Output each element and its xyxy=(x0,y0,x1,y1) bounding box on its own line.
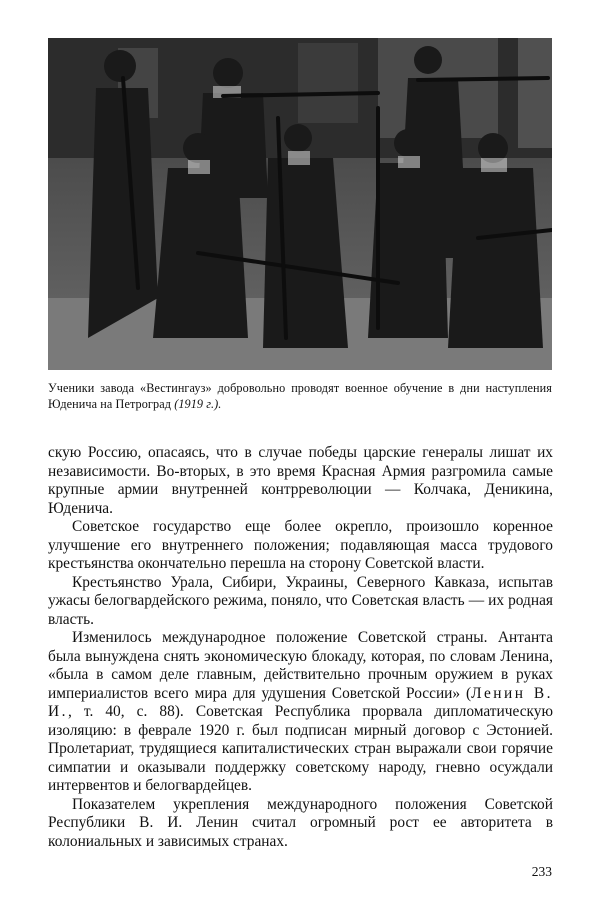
paragraph-4 xyxy=(48,629,553,796)
photograph-icon xyxy=(48,38,552,370)
photo-caption xyxy=(48,380,552,412)
body-text xyxy=(48,444,553,851)
paragraph-1: скую Россию, опасаясь, что в случае победы царские генералы лишат их независимости. Во-вторых, в это время Красная Армия разгромила самые крупные армии внутренней контрреволюции — Колчака, Деникина, Юденича. xyxy=(48,444,553,517)
paragraph-4-part-a: Изменилось международное положение Советской страны. Антанта была вынуждена снять экономическую блокаду, которая, по словам Ленина, «была в самом деле главным, действительно прочным оружием в руках империалистов всего мира для удушения Советской России» ( xyxy=(48,629,553,702)
paragraph-3: Крестьянство Урала, Сибири, Украины, Северного Кавказа, испытав ужасы белогвардейского режима, поняло, что Советская власть — их родная власть. xyxy=(48,573,553,628)
caption-text: Ученики завода «Вестингауз» добровольно проводят военное обучение в дни наступления Юденича на Петроград xyxy=(48,381,552,411)
paragraph-2: Советское государство еще более окрепло, произошло коренное улучшение его внутреннего положения; подавляющая масса трудового крестьянства окончательно перешла на сторону Советской власти. xyxy=(48,518,553,572)
page-number: 233 xyxy=(531,864,552,879)
paragraph-4-part-b: , т. 40, с. 88). Советская Республика прорвала дипломатическую изоляцию: в феврале 1920 г. был подписан мирный договор с Эстонией. Пролетариат, трудящиеся капиталистических стран выражали свои горячие симпатии и оказывали поддержку советскому народу, гневно осуждали интервентов и белогвардейцев. xyxy=(48,703,553,794)
caption-year: (1919 г.). xyxy=(174,397,222,411)
paragraph-5: Показателем укрепления международного положения Советской Республики В. И. Ленин считал огромный рост ее авторитета в колониальных и зависимых странах. xyxy=(48,795,553,850)
historical-photo xyxy=(48,38,552,370)
citation-author: Ленин В. И. xyxy=(48,684,553,720)
